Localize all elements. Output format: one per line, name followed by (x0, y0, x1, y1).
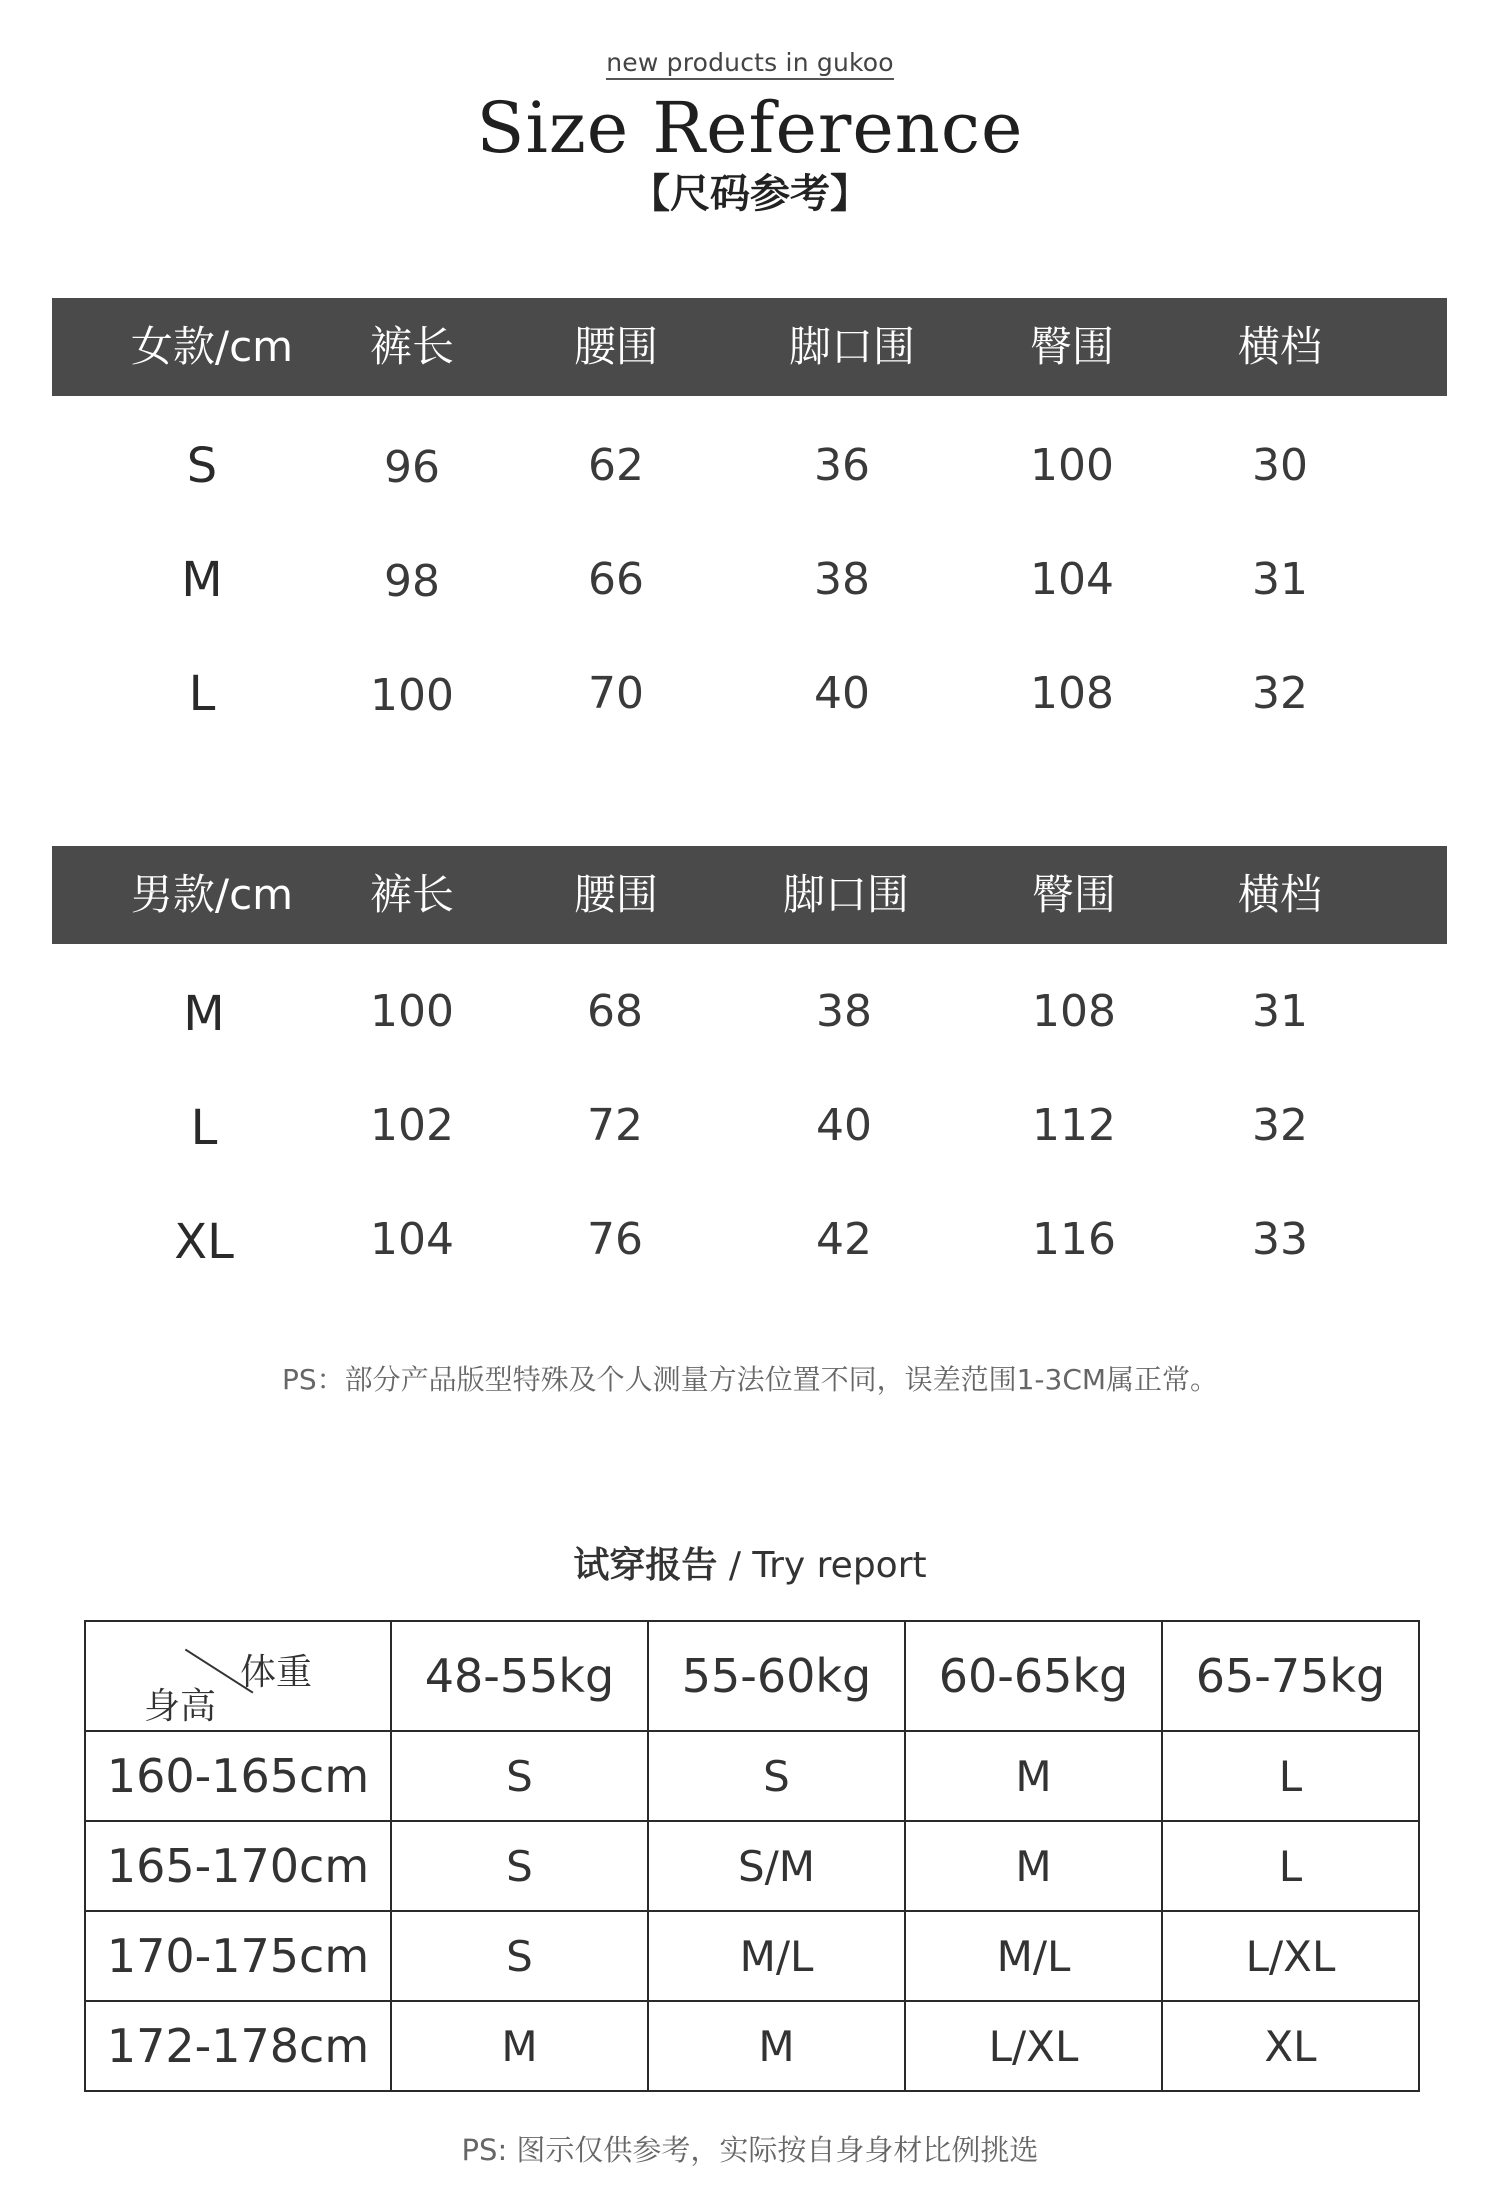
value-cell: 76 (587, 1214, 643, 1265)
size-recommendation: XL (1162, 2001, 1419, 2091)
women-table-header (52, 298, 1447, 396)
header-cell: 脚口围 (788, 322, 916, 371)
value-cell: 104 (1030, 554, 1114, 605)
header-cell: 横档 (1237, 322, 1323, 371)
header-cell: 男款/cm (130, 870, 294, 919)
header-cell: 裤长 (369, 322, 455, 371)
try-report-title-cn: 试穿报告 (573, 1545, 718, 1586)
header-cell: 臀围 (1031, 870, 1117, 919)
header-cell: 腰围 (573, 870, 659, 919)
weight-header: 48-55kg (391, 1621, 648, 1731)
size-recommendation: M (648, 2001, 905, 2091)
footnote: PS: 图示仅供参考，实际按自身身材比例挑选 (461, 2133, 1039, 2167)
value-cell: 102 (370, 1100, 454, 1151)
header-cell: 裤长 (369, 870, 455, 919)
tagline-text: new products in gukoo (606, 48, 894, 80)
value-cell: 32 (1252, 1100, 1308, 1151)
value-cell: 100 (370, 986, 454, 1037)
size-recommendation: M (391, 2001, 648, 2091)
value-cell: 98 (384, 556, 440, 607)
weight-header: 55-60kg (648, 1621, 905, 1731)
value-cell: 31 (1252, 554, 1308, 605)
size-recommendation: S (391, 1821, 648, 1911)
try-report-title-en: / Try report (717, 1545, 927, 1586)
value-cell: 30 (1252, 440, 1308, 491)
value-cell: 112 (1032, 1100, 1116, 1151)
value-cell: 70 (588, 668, 644, 719)
size-cell: S (186, 438, 218, 494)
report-header-row (85, 1621, 1419, 1731)
value-cell: 68 (587, 986, 643, 1037)
value-cell: 100 (370, 670, 454, 721)
weight-header: 60-65kg (905, 1621, 1162, 1731)
height-cell: 170-175cm (85, 1911, 391, 2001)
size-cell: L (190, 1100, 218, 1156)
value-cell: 100 (1030, 440, 1114, 491)
header-cell: 臀围 (1029, 322, 1115, 371)
size-cell: M (181, 552, 223, 608)
men-table-body (52, 944, 1447, 1284)
size-recommendation: S (648, 1731, 905, 1821)
men-table-header (52, 846, 1447, 944)
size-recommendation: L (1162, 1821, 1419, 1911)
corner-cell (85, 1621, 391, 1731)
height-cell: 160-165cm (85, 1731, 391, 1821)
try-report-title (0, 1542, 1500, 1590)
height-cell: 172-178cm (85, 2001, 391, 2091)
report-row (85, 2001, 1419, 2091)
value-cell: 40 (816, 1100, 872, 1151)
height-cell: 165-170cm (85, 1821, 391, 1911)
women-size-table (52, 298, 1447, 736)
tagline (0, 48, 1500, 78)
corner-height-label: 身高 (144, 1686, 217, 1727)
measurement-note: PS：部分产品版型特殊及个人测量方法位置不同，误差范围1-3CM属正常。 (281, 1363, 1219, 1396)
size-recommendation: L (1162, 1731, 1419, 1821)
value-cell: 31 (1252, 986, 1308, 1037)
value-cell: 66 (588, 554, 644, 605)
value-cell: 33 (1252, 1214, 1308, 1265)
value-cell: 108 (1032, 986, 1116, 1037)
value-cell: 116 (1032, 1214, 1116, 1265)
try-report-table (84, 1620, 1420, 2092)
diagonal-divider (86, 1622, 390, 1730)
value-cell: 104 (370, 1214, 454, 1265)
value-cell: 32 (1252, 668, 1308, 719)
size-cell: L (188, 666, 216, 722)
value-cell: 42 (816, 1214, 872, 1265)
size-recommendation: M/L (648, 1911, 905, 2001)
size-recommendation: L/XL (905, 2001, 1162, 2091)
size-cell: XL (174, 1214, 234, 1270)
header-cell: 女款/cm (130, 322, 294, 371)
value-cell: 108 (1030, 668, 1114, 719)
header-cell: 腰围 (573, 322, 659, 371)
value-cell: 72 (587, 1100, 643, 1151)
size-recommendation: S (391, 1911, 648, 2001)
value-cell: 38 (816, 986, 872, 1037)
report-row (85, 1731, 1419, 1821)
header-cell: 脚口围 (782, 870, 910, 919)
corner-weight-label: 体重 (240, 1652, 313, 1693)
value-cell: 62 (588, 440, 644, 491)
men-size-table (52, 846, 1447, 1284)
weight-header: 65-75kg (1162, 1621, 1419, 1731)
report-row (85, 1911, 1419, 2001)
page-title: Size Reference (476, 87, 1024, 169)
value-cell: 96 (384, 442, 440, 493)
size-recommendation: L/XL (1162, 1911, 1419, 2001)
value-cell: 40 (814, 668, 870, 719)
size-recommendation: M (905, 1731, 1162, 1821)
value-cell: 36 (814, 440, 870, 491)
report-row (85, 1821, 1419, 1911)
page-subtitle: 【尺码参考】 (630, 171, 870, 217)
size-recommendation: S (391, 1731, 648, 1821)
size-recommendation: M/L (905, 1911, 1162, 2001)
size-recommendation: M (905, 1821, 1162, 1911)
value-cell: 38 (814, 554, 870, 605)
women-table-body (52, 396, 1447, 736)
header-cell: 横档 (1237, 870, 1323, 919)
size-recommendation: S/M (648, 1821, 905, 1911)
size-cell: M (183, 986, 225, 1042)
